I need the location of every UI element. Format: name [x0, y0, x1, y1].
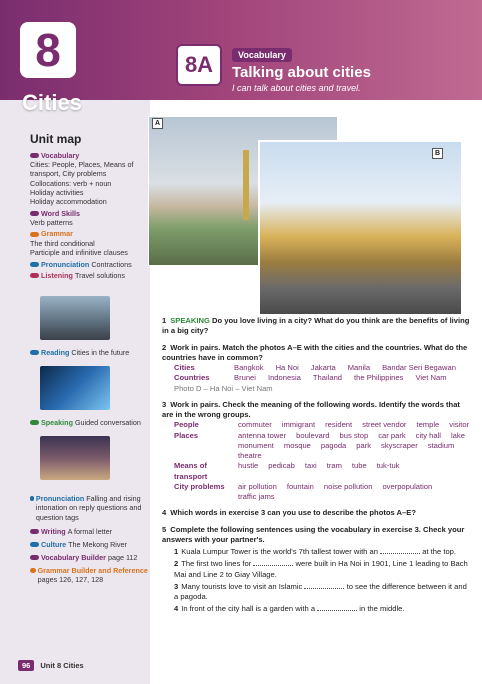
monument-shape — [243, 150, 249, 220]
sentence-start: Many tourists love to visit an Islamic — [181, 581, 303, 591]
sentence-end: in the middle. — [359, 604, 405, 614]
country-word: Thailand — [312, 373, 343, 383]
um-wordskills-label: Word Skills — [41, 208, 81, 218]
um-vocab-line: Holiday activities — [30, 188, 84, 198]
sentence-start: The first two lines for — [181, 559, 252, 569]
group-word: tuk-tuk — [376, 461, 400, 471]
group-word: tube — [351, 461, 367, 471]
group-word: visitor — [449, 420, 470, 430]
um-vocab-line: Collocations: verb + noun — [30, 178, 112, 188]
photo-a-label: A — [152, 118, 163, 129]
page-number: 96 — [18, 660, 34, 671]
page-footer — [18, 660, 84, 671]
ex-question: Complete the following sentences using the vocabulary in exercise 3. Check your answers with your partner's. — [162, 524, 465, 544]
um-pron2 — [30, 494, 148, 522]
country-word: Indonesia — [267, 373, 301, 383]
sentence-end: at the top. — [422, 547, 456, 556]
sentence-end: were built in Ha Noi in 1901, Line 1 leading to Bach Mai and Line 2 to Giay Village. — [174, 559, 468, 579]
ex-question: Which words in exercise 3 can you use to describe the photos A–E? — [170, 508, 416, 518]
country-word: Brunei — [234, 373, 256, 383]
group-word: monument — [238, 440, 274, 450]
city-word: Ha Noi — [275, 363, 299, 372]
city-word: Jakarta — [310, 363, 336, 372]
ex-question: Work in pairs. Check the meaning of the following words. Identify the words that are in the wrong groups. — [162, 399, 460, 419]
exercise-3 — [162, 400, 472, 503]
exercise-2 — [162, 343, 472, 394]
group-word: immigrant — [281, 420, 316, 430]
answer-blank[interactable] — [304, 582, 344, 589]
answer-blank[interactable] — [380, 547, 420, 554]
um-writing-text: A formal letter — [67, 527, 112, 536]
answer-blank[interactable] — [253, 559, 293, 566]
thumbnail-listening — [40, 296, 110, 340]
pill-icon — [30, 555, 39, 560]
footer-text: Unit 8 Cities — [40, 661, 84, 670]
group-word: pagoda — [320, 440, 347, 450]
um-pron-label: Pronunciation — [41, 259, 90, 269]
um-culture-label: Culture — [41, 540, 67, 549]
unit-map-heading: Unit map — [30, 132, 82, 146]
um-culture-text: The Mekong River — [68, 540, 127, 549]
group-word: traffic jams — [238, 492, 275, 501]
um-speaking — [30, 418, 148, 427]
group-word: city hall — [415, 430, 441, 440]
city-word: Bangkok — [234, 363, 264, 372]
um-vocab-line: Cities: People, Places, Means of transport, City problems — [30, 159, 134, 179]
group-word: antenna tower — [238, 430, 287, 440]
um-grammar-line: Participle and infinitive clauses — [30, 248, 128, 258]
group-word: tram — [326, 461, 342, 471]
um-speaking-label: Speaking — [41, 418, 73, 427]
exercise-4 — [162, 508, 472, 518]
um-grammar-line: The third conditional — [30, 238, 95, 248]
group-word: taxi — [304, 461, 317, 471]
country-word: the Philippines — [354, 373, 404, 383]
ex-number: 2 — [162, 342, 167, 352]
lesson-title: Talking about cities — [232, 64, 371, 81]
group-label: Means of transport — [174, 461, 208, 481]
pill-icon — [30, 262, 39, 267]
pill-icon — [30, 232, 39, 237]
um-pron2-text: Falling and rising intonation on reply questions and question tags — [35, 494, 142, 522]
group-word: air pollution — [238, 481, 277, 491]
group-places — [162, 431, 472, 462]
exercise-5 — [162, 525, 472, 615]
sentence-number: 2 — [174, 559, 179, 569]
group-word: resident — [325, 420, 353, 430]
um-speaking-text: Guided conversation — [74, 418, 141, 427]
um-vb-text: page 112 — [107, 553, 138, 562]
um-listening-text: Travel solutions — [74, 270, 126, 280]
group-word: lake — [450, 430, 465, 440]
country-word: Viet Nam — [415, 373, 447, 383]
um-vb-label: Vocabulary Builder — [41, 553, 106, 562]
group-word: fountain — [286, 481, 314, 491]
group-people — [162, 420, 472, 430]
cities-row — [162, 363, 472, 373]
ex-question: Do you love living in a city? What do you think are the benefits of living in a big city? — [162, 316, 470, 336]
photo-b — [258, 140, 463, 316]
exercises — [162, 316, 472, 621]
um-vocab-builder — [30, 553, 148, 562]
group-word: temple — [416, 420, 440, 430]
thumbnail-speaking — [40, 436, 110, 480]
group-word: skyscraper — [381, 440, 418, 450]
um-pron-text: Contractions — [91, 259, 132, 269]
lesson-subtitle: I can talk about cities and travel. — [232, 83, 361, 93]
group-label: People — [174, 420, 199, 430]
lesson-code: 8A — [176, 44, 222, 86]
unit-map — [30, 132, 148, 282]
um-culture — [30, 540, 148, 549]
countries-label: Countries — [174, 373, 210, 383]
sentence-number: 3 — [174, 581, 179, 591]
um-listening-label: Listening — [41, 270, 73, 280]
pill-icon — [30, 350, 39, 355]
sentence-start: Kuala Lumpur Tower is the world's 7th tallest tower with an — [181, 547, 378, 556]
group-word: commuter — [238, 420, 272, 430]
group-word: theatre — [238, 451, 262, 460]
um-gb-label: Grammar Builder and Reference — [37, 566, 148, 575]
ex-number: 4 — [162, 508, 167, 518]
answer-blank[interactable] — [317, 604, 357, 611]
group-word: pedicab — [268, 461, 295, 471]
example-note: Photo D – Ha Noi – Viet Nam — [174, 383, 273, 393]
cities-label: Cities — [174, 363, 195, 372]
um-pron2-label: Pronunciation — [35, 494, 85, 503]
exercise-1 — [162, 316, 472, 337]
sentence-start: In front of the city hall is a garden with a — [181, 604, 316, 614]
speaking-tag: SPEAKING — [170, 316, 210, 325]
group-word: noise pollution — [323, 481, 373, 491]
sentence-item — [162, 547, 472, 557]
lesson-tag: Vocabulary — [232, 48, 292, 62]
group-word: boulevard — [296, 430, 330, 440]
group-label: Places — [174, 430, 199, 440]
group-word: bus stop — [339, 430, 369, 440]
ex-number: 5 — [162, 524, 167, 534]
ex-number: 3 — [162, 399, 167, 409]
um-reading-label: Reading — [41, 348, 70, 357]
group-label: City problems — [174, 481, 225, 491]
group-word: car park — [378, 430, 406, 440]
sentence-number: 4 — [174, 604, 179, 614]
pill-icon — [30, 568, 36, 573]
um-grammar-builder — [30, 566, 148, 585]
um-reading — [30, 348, 148, 357]
pill-icon — [30, 496, 34, 501]
countries-row — [162, 373, 472, 383]
ex-question: Work in pairs. Match the photos A–E with the cities and the countries. What do the countries have in common? — [162, 342, 468, 362]
um-writing — [30, 527, 148, 536]
sentence-number: 1 — [174, 547, 179, 556]
city-word: Bandar Seri Begawan — [382, 363, 456, 372]
pill-icon — [30, 529, 39, 534]
sentence-item — [162, 559, 472, 580]
group-word: park — [356, 440, 372, 450]
pill-icon — [30, 420, 39, 425]
um-wordskills-line: Verb patterns — [30, 218, 73, 228]
pill-icon — [30, 542, 39, 547]
um-vocab-label: Vocabulary — [41, 150, 80, 160]
pill-icon — [30, 211, 39, 216]
pill-icon — [30, 273, 39, 278]
group-word: street vendor — [362, 420, 407, 430]
um-writing-label: Writing — [41, 527, 66, 536]
group-problems — [162, 482, 472, 503]
um-grammar-label: Grammar — [41, 229, 73, 239]
pill-icon — [30, 153, 39, 158]
group-word: overpopulation — [382, 481, 433, 491]
sentence-end: to see the difference between it and a pagoda. — [174, 581, 467, 601]
um-gb-text: pages 126, 127, 128 — [37, 575, 104, 585]
ex-number: 1 — [162, 316, 167, 325]
um-vocab-line: Holiday accommodation — [30, 197, 107, 207]
sentence-item — [162, 582, 472, 603]
city-word: Manila — [347, 363, 371, 372]
group-word: stadium — [427, 440, 455, 450]
sentence-item — [162, 604, 472, 614]
unit-number: 8 — [20, 22, 76, 78]
um-reading-text: Cities in the future — [71, 348, 130, 357]
unit-title: Cities — [22, 90, 82, 115]
thumbnail-reading — [40, 366, 110, 410]
group-word: mosque — [283, 440, 311, 450]
group-transport — [162, 461, 472, 482]
group-word: hustle — [238, 461, 259, 471]
photo-b-label: B — [432, 148, 443, 159]
